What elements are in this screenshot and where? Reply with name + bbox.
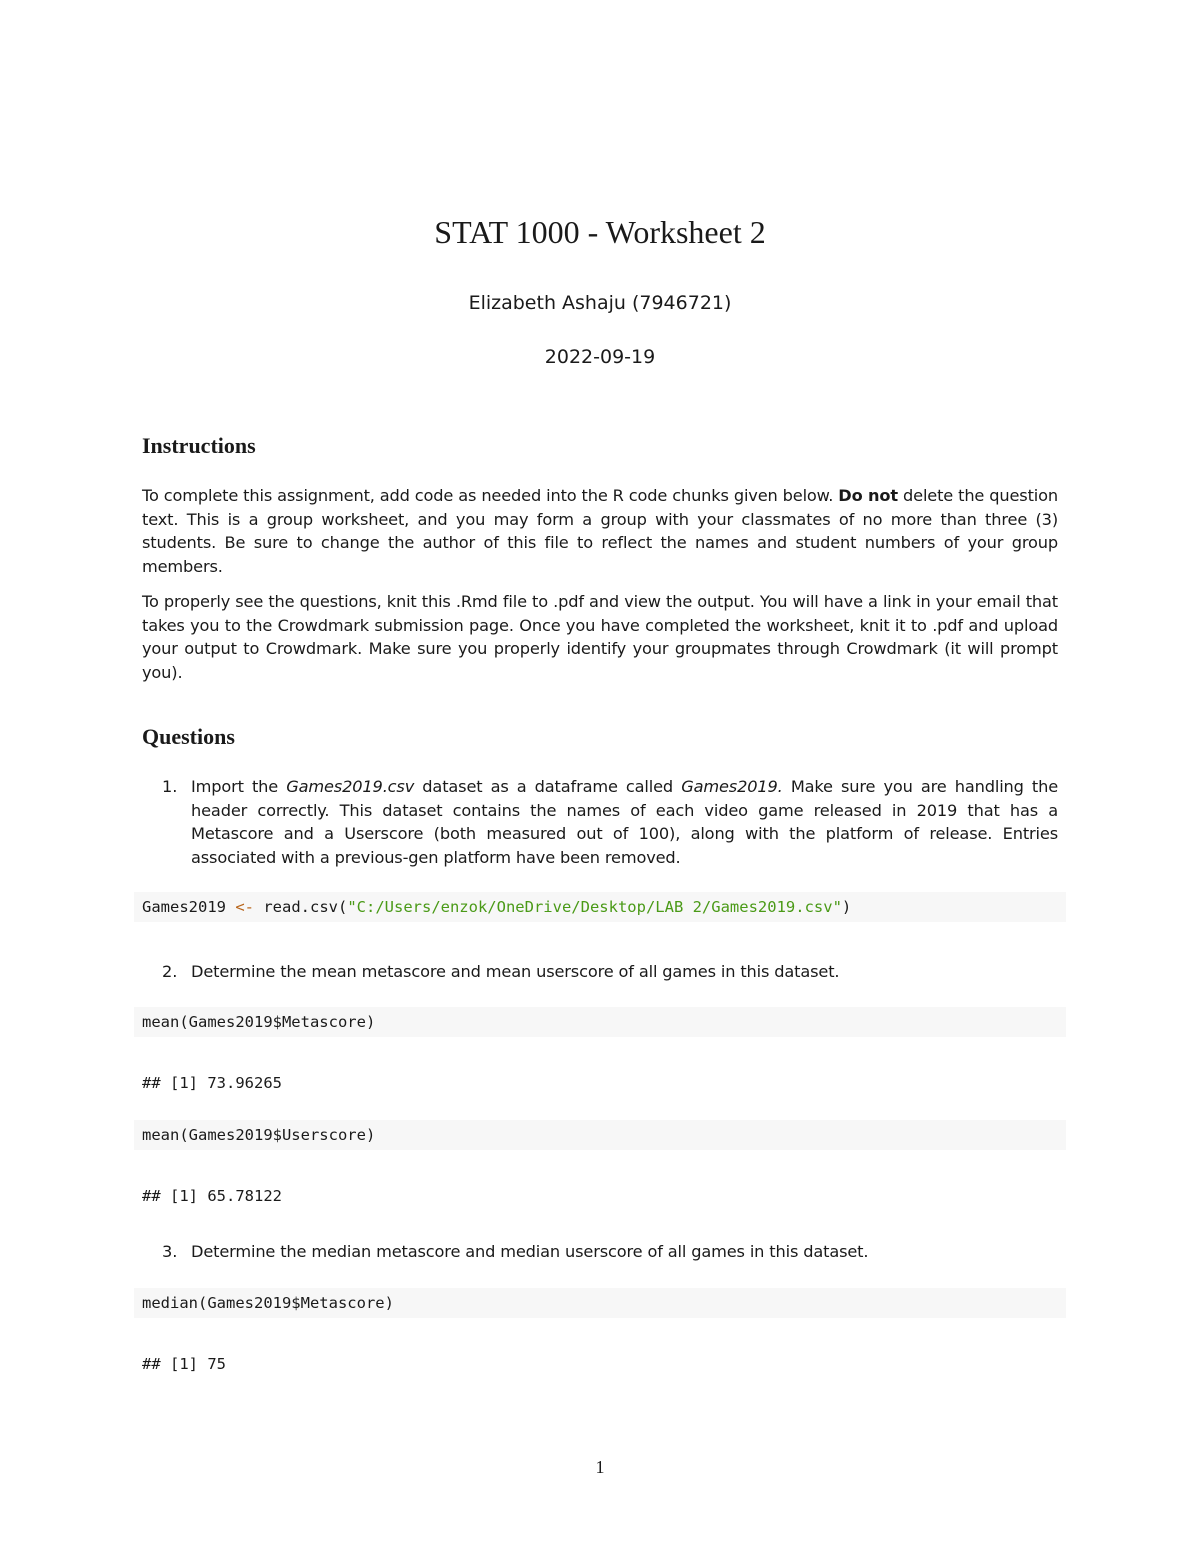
code-assign-operator: <-: [235, 898, 254, 916]
output-mean-userscore: ## [1] 65.78122: [142, 1187, 282, 1205]
code-line-mean-metascore: mean(Games2019$Metascore): [142, 1013, 376, 1031]
code-line-median-metascore: median(Games2019$Metascore): [142, 1294, 394, 1312]
instructions-heading: Instructions: [142, 433, 256, 458]
instructions-p1-text-before: To complete this assignment, add code as needed into the R code chunks given below.: [142, 486, 834, 505]
instructions-p1-text-after: delete the question text. This is a group worksheet, and you may form a group with your classmates of no more than three (3) students. Be sure to change the author of this file to reflect the names and student numbers of your group members.: [142, 486, 1058, 576]
q1-dataframe-name: Games2019.: [681, 777, 783, 796]
q1-text-part-2: dataset as a dataframe called: [422, 777, 674, 796]
code-function: read.csv(: [254, 898, 348, 916]
output-median-metascore: ## [1] 75: [142, 1355, 226, 1373]
question-2-number: 2.: [162, 962, 178, 981]
questions-heading: Questions: [142, 724, 235, 749]
instructions-p1-bold: Do not: [838, 486, 898, 505]
question-3-number: 3.: [162, 1242, 178, 1261]
question-2-text: Determine the mean metascore and mean userscore of all games in this dataset.: [191, 962, 840, 981]
output-mean-metascore: ## [1] 73.96265: [142, 1074, 282, 1092]
question-3-text: Determine the median metascore and median userscore of all games in this dataset.: [191, 1242, 869, 1261]
page-number: 1: [595, 1457, 605, 1477]
code-line-mean-userscore: mean(Games2019$Userscore): [142, 1126, 376, 1144]
code-close-paren: ): [841, 898, 852, 916]
document-date: 2022-09-19: [544, 346, 656, 368]
document-author: Elizabeth Ashaju (7946721): [468, 292, 732, 314]
q1-text-part-1: Import the: [191, 777, 279, 796]
q1-text-part-3: Make sure you are handling the header correctly. This dataset contains the names of each video game released in 2019 that has a Metascore and a Userscore (both measured out of 100), along with the platform of release. Entries associated with a previous-gen platform have been removed.: [191, 777, 1059, 867]
code-string-path: "C:/Users/enzok/OneDrive/Desktop/LAB 2/Games2019.csv": [347, 898, 842, 916]
q1-filename: Games2019.csv: [286, 777, 415, 796]
code-variable: Games2019: [142, 898, 236, 916]
question-1-text: [191, 775, 1058, 869]
code-line-read-csv: [142, 892, 851, 922]
document-title: STAT 1000 - Worksheet 2: [434, 214, 766, 250]
question-1-number: 1.: [162, 777, 178, 796]
instructions-paragraph-2: To properly see the questions, knit this .Rmd file to .pdf and view the output. You will have a link in your email that takes you to the Crowdmark submission page. Once you have completed the worksheet, knit it to .pdf and upload your output to Crowdmark. Make sure you properly identify your groupmates through Crowdmark (it will prompt you).: [142, 592, 1058, 682]
instructions-paragraph-1: [142, 484, 1058, 578]
